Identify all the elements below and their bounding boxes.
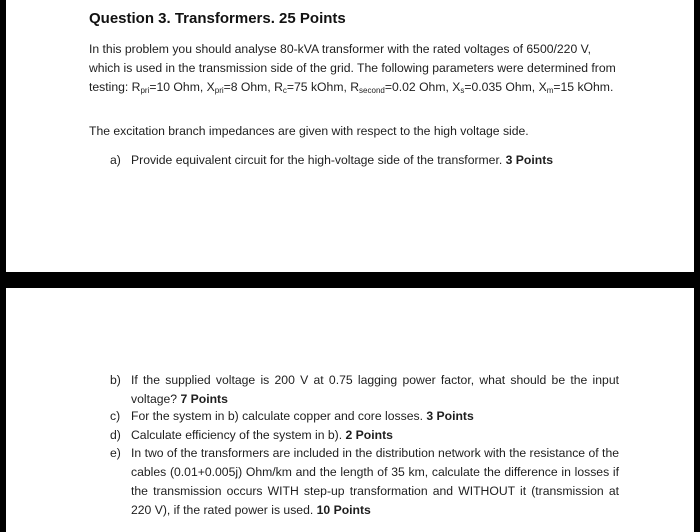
subscript-xs: s	[460, 86, 465, 95]
task-a-body	[131, 151, 553, 170]
subscript-xm: m	[546, 86, 554, 95]
task-e-text: In two of the transformers are included in the distribution network with the resistance of the cables (0.01+0.005j) Ohm/km and the length of 35 km, calculate the difference in losses if the transmission occurs WITH step-up transformation and WITHOUT it (transmission at 220 V), if the rated power is used.	[131, 446, 619, 517]
intro-text-3: =8 Ohm, R	[223, 80, 283, 94]
subscript-rsecond: second	[359, 86, 385, 95]
task-d-body	[131, 426, 393, 445]
subscript-rc: c	[282, 86, 287, 95]
task-c-points: 3 Points	[426, 409, 474, 423]
task-e	[110, 444, 620, 524]
task-b-body	[131, 371, 619, 409]
task-a-letter: a)	[110, 153, 121, 167]
intro-text-6: =0.035 Ohm, X	[464, 80, 547, 94]
task-e-points: 10 Points	[316, 503, 371, 517]
task-b-points: 7 Points	[180, 392, 228, 406]
subscript-rpri: pri	[140, 86, 150, 95]
subscript-xpri: pri	[214, 86, 224, 95]
task-a-text: Provide equivalent circuit for the high-voltage side of the transformer.	[131, 153, 503, 167]
task-b-letter: b)	[110, 373, 121, 387]
task-a-points: 3 Points	[505, 153, 554, 167]
intro-text-5: =0.02 Ohm, X	[384, 80, 461, 94]
task-e-letter: e)	[110, 446, 121, 460]
task-b-text: If the supplied voltage is 200 V at 0.75 lagging power factor, what should be the input voltage?	[131, 373, 619, 406]
problem-intro-paragraph	[89, 40, 619, 100]
task-d	[110, 426, 620, 446]
task-c	[110, 407, 620, 427]
frame-edge-right	[694, 0, 700, 532]
task-b	[110, 371, 620, 411]
frame-edge-left	[0, 0, 6, 532]
task-e-body	[131, 444, 619, 520]
task-c-text: For the system in b) calculate copper and core losses.	[131, 409, 423, 423]
question-title: Question 3. Transformers. 25 Points	[89, 10, 346, 27]
intro-text-1: In this problem you should analyse 80-kVA transformer with the rated voltages of 6500/220 V, which is used in the transmission side of the grid. The following parameters were determined from testing: R	[89, 42, 616, 94]
excitation-note: The excitation branch impedances are given with respect to the high voltage side.	[89, 124, 529, 138]
intro-text-4: =75 kOhm, R	[286, 80, 360, 94]
task-c-letter: c)	[110, 409, 121, 423]
task-a	[110, 151, 610, 171]
page-divider	[0, 272, 700, 288]
task-c-body	[131, 407, 474, 426]
task-d-letter: d)	[110, 428, 121, 442]
intro-text-7: =15 kOhm.	[553, 80, 614, 94]
task-d-points: 2 Points	[345, 428, 393, 442]
intro-text-2: =10 Ohm, X	[149, 80, 215, 94]
task-d-text: Calculate efficiency of the system in b).	[131, 428, 343, 442]
